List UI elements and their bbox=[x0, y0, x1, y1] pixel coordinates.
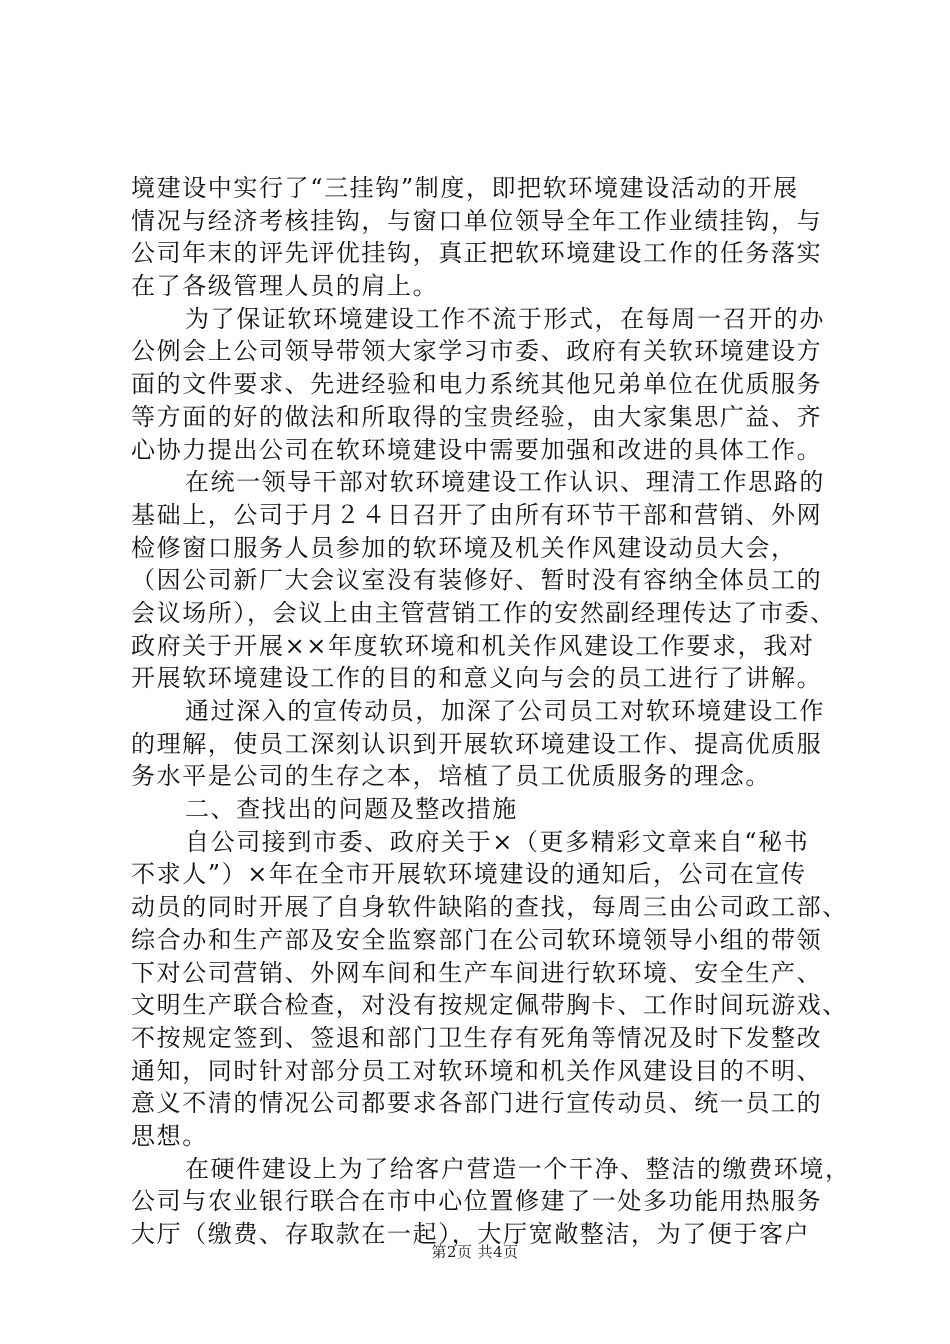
text-line: 意义不清的情况公司都要求各部门进行宣传动员、统一员工的 bbox=[131, 1089, 823, 1118]
text-line: 不按规定签到、签退和部门卫生存有死角等情况及时下发整改 bbox=[131, 1023, 823, 1052]
text-line: 政府关于开展××年度软环境和机关作风建设工作要求，我对 bbox=[131, 631, 815, 660]
text-line: 二、查找出的问题及整改措施 bbox=[185, 795, 518, 824]
text-line: 面的文件要求、先进经验和电力系统其他兄弟单位在优质服务 bbox=[131, 370, 823, 399]
text-line: 检修窗口服务人员参加的软环境及机关作风建设动员大会， bbox=[131, 533, 797, 562]
text-line: 基础上，公司于月２４日召开了由所有环节干部和营销、外网 bbox=[131, 500, 823, 529]
text-line: 通过深入的宣传动员，加深了公司员工对软环境建设工作 bbox=[185, 697, 825, 725]
text-line: 的理解，使员工深刻认识到开展软环境建设工作、提高优质服 bbox=[131, 729, 823, 758]
text-line: 务水平是公司的生存之本，培植了员工优质服务的理念。 bbox=[131, 762, 771, 791]
text-line: 在硬件建设上为了给客户营造一个干净、整洁的缴费环境， bbox=[185, 1154, 851, 1183]
text-line: 公例会上公司领导带领大家学习市委、政府有关软环境建设方 bbox=[131, 337, 823, 366]
text-line: 在了各级管理人员的肩上。 bbox=[131, 272, 439, 301]
text-line: 为了保证软环境建设工作不流于形式，在每周一召开的办 bbox=[185, 304, 825, 333]
text-line: 综合办和生产部及安全监察部门在公司软环境领导小组的带领 bbox=[131, 925, 823, 954]
text-line: 心协力提出公司在软环境建设中需要加强和改进的具体工作。 bbox=[131, 435, 823, 464]
text-line: 思想。 bbox=[131, 1121, 208, 1150]
text-line: 在统一领导干部对软环境建设工作认识、理清工作思路的 bbox=[185, 468, 825, 497]
text-line: 公司与农业银行联合在市中心位置修建了一处多功能用热服务 bbox=[131, 1187, 823, 1216]
text-line: （因公司新厂大会议室没有装修好、暂时没有容纳全体员工的 bbox=[131, 566, 823, 595]
text-line: 下对公司营销、外网车间和生产车间进行软环境、安全生产、 bbox=[131, 958, 823, 987]
text-line: 动员的同时开展了自身软件缺陷的查找，每周三由公司政工部、 bbox=[131, 893, 848, 922]
document-body bbox=[131, 172, 851, 1251]
text-line: 会议场所），会议上由主管营销工作的安然副经理传达了市委、 bbox=[131, 598, 836, 627]
text-line: 等方面的好的做法和所取得的宝贵经验，由大家集思广益、齐 bbox=[131, 402, 823, 431]
text-line: 自公司接到市委、政府关于×（更多精彩文章来自“秘书 bbox=[185, 827, 810, 856]
text-line: 通知，同时针对部分员工对软环境和机关作风建设目的不明、 bbox=[131, 1056, 823, 1085]
text-line: 不求人”）×年在全市开展软环境建设的通知后，公司在宣传 bbox=[131, 860, 807, 889]
text-line: 境建设中实行了“三挂钩”制度，即把软环境建设活动的开展 bbox=[131, 174, 799, 202]
text-line: 文明生产联合检查，对没有按规定佩带胸卡、工作时间玩游戏、 bbox=[131, 991, 848, 1020]
text-line: 情况与经济考核挂钩，与窗口单位领导全年工作业绩挂钩，与 bbox=[131, 206, 823, 235]
text-line: 大厅（缴费、存取款在一起），大厅宽敞整洁，为了便于客户 bbox=[131, 1220, 811, 1248]
text-line: 公司年末的评先评优挂钩，真正把软环境建设工作的任务落实 bbox=[131, 239, 823, 268]
page-footer: 第2页 共4页 bbox=[431, 1243, 519, 1261]
text-line: 开展软环境建设工作的目的和意义向与会的员工进行了讲解。 bbox=[131, 664, 823, 693]
